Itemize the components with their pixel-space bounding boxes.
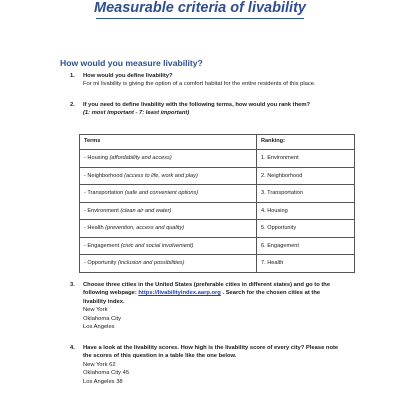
table-row: [80, 202, 355, 220]
term-detail: (clean air and water): [120, 207, 172, 214]
document-title: Measurable criteria of livability: [94, 0, 306, 16]
question-1: [70, 72, 342, 89]
section-heading: How would you measure livability?: [60, 58, 203, 68]
term-detail: (safe and convenient options): [124, 190, 199, 196]
question-text: How would you define livability?: [83, 73, 173, 79]
terms-header: Terms: [80, 135, 257, 150]
answer-score: New York 62: [83, 361, 116, 368]
answer-city: New York: [83, 307, 108, 314]
term-detail: (affordability and access): [109, 155, 172, 161]
ranking-header: Ranking:: [257, 135, 355, 150]
question-number: 1.: [70, 73, 75, 79]
ranking-scale-note: (1: most important - 7: least important): [83, 110, 190, 117]
question-text: Have a look at the livability scores. How high is the livability score of every city? Please note the scores of this question in a table like the one below.: [83, 345, 339, 360]
table-row: [80, 185, 355, 203]
term-name: - Engagement: [84, 242, 121, 249]
term-cell: [80, 202, 257, 220]
rank-cell: 2. Neighborhood: [257, 167, 355, 185]
ranking-table: [79, 134, 355, 273]
term-cell: [80, 220, 257, 238]
term-name: - Environment: [84, 207, 121, 214]
term-cell: [80, 167, 257, 185]
table-row: [80, 167, 355, 185]
question-text: [83, 281, 342, 306]
term-cell: [80, 237, 257, 255]
term-detail: (prevention, access and quality): [105, 225, 185, 231]
term-cell: [80, 255, 257, 273]
title-underline: [96, 18, 304, 19]
rank-cell: 6. Engagement: [257, 237, 355, 255]
question-4: [70, 344, 342, 386]
table-row: [80, 220, 355, 238]
term-detail: (access to life, work and play): [124, 172, 198, 179]
answer-text: For mi livability is giving the option of a comfort habitat for the entire residents of this place.: [83, 81, 316, 88]
answer-score: Los Angeles 38: [83, 378, 123, 385]
rank-cell: 3. Transportation: [257, 185, 355, 203]
question-text-start: Choose three cities in the United States (preferable cities in different states) and go to the following webpage:: [83, 282, 331, 297]
table-row: [80, 237, 355, 255]
term-detail: (inclusion and possibilities): [117, 260, 185, 266]
term-name: - Opportunity: [84, 260, 118, 266]
table-header-row: [80, 135, 355, 150]
table-row: [80, 150, 355, 168]
livability-index-link[interactable]: https://livabilityindex.aarp.org: [138, 290, 221, 297]
question-3: [70, 281, 342, 331]
rank-cell: 4. Housing: [257, 202, 355, 220]
question-number: 2.: [70, 102, 75, 108]
term-detail: (civic and social involvement): [120, 242, 194, 249]
answer-city: Oklahoma City: [83, 315, 122, 322]
term-cell: [80, 185, 257, 203]
term-name: - Health: [84, 225, 106, 231]
question-number: 3.: [70, 282, 75, 288]
term-name: - Neighborhood: [84, 172, 125, 179]
answer-city: Los Angeles: [83, 324, 115, 331]
question-2: [70, 101, 342, 118]
question-text-end: . Search for the chosen cities at the livability index.: [83, 290, 321, 305]
answer-score: Oklahoma City 45: [83, 370, 130, 377]
question-text: If you need to define livability with the following terms, how would you rank them?: [83, 102, 311, 108]
rank-cell: 5. Opportunity: [257, 220, 355, 238]
question-number: 4.: [70, 345, 75, 351]
table-row: [80, 255, 355, 273]
rank-cell: 7. Health: [257, 255, 355, 273]
term-name: - Housing: [84, 155, 110, 161]
term-name: - Transportation: [84, 190, 125, 196]
term-cell: [80, 150, 257, 168]
rank-cell: 1. Environment: [257, 150, 355, 168]
